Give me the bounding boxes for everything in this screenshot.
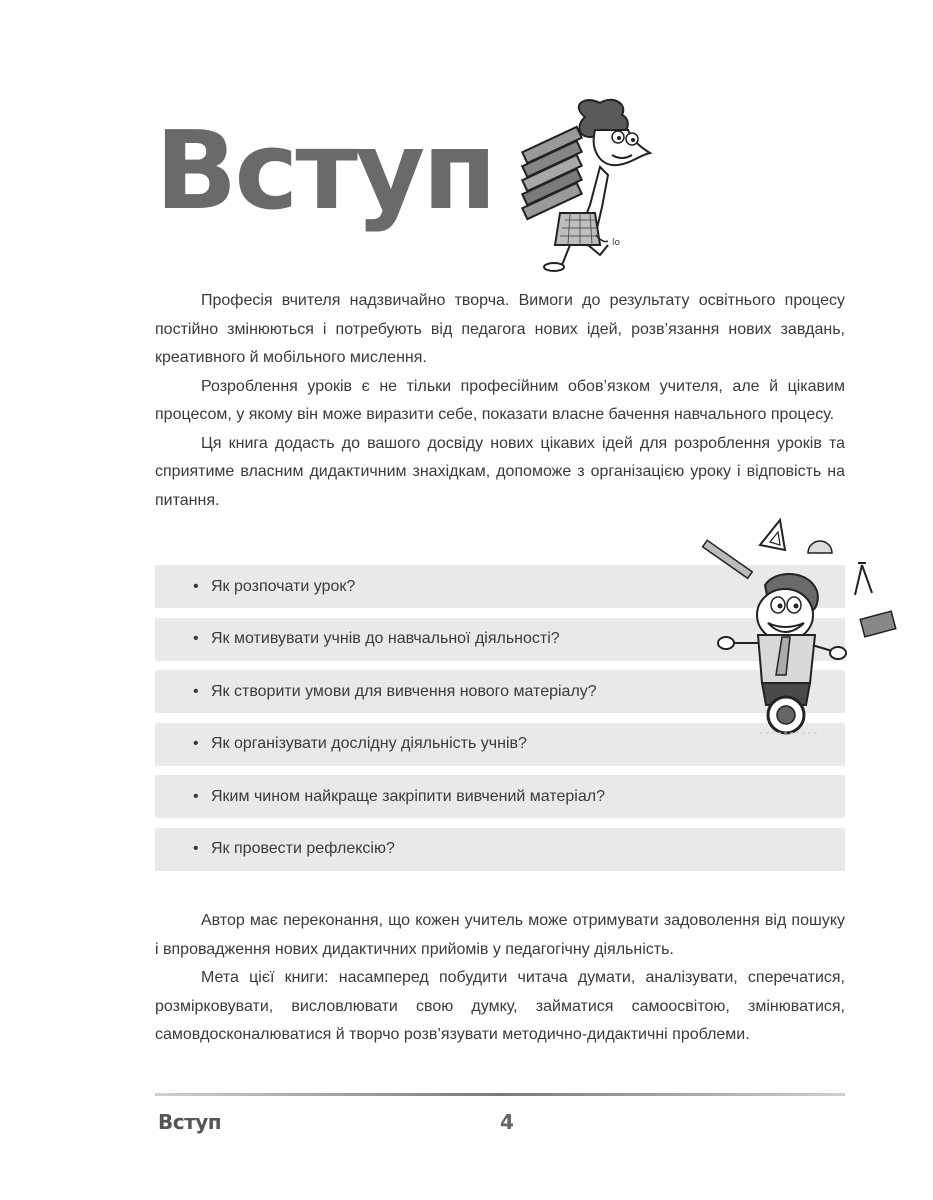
bullet-icon: •	[193, 787, 199, 805]
footer-section-title: Вступ	[158, 1110, 222, 1134]
conclusion-paragraph: Автор має переконання, що кожен учитель може отримувати задоволення від пошуку і впровадження нових дидактичних прийомів у педагогічну діяльність.	[155, 912, 845, 958]
bullet-icon: •	[193, 735, 199, 752]
page-number: 4	[500, 1110, 514, 1134]
conclusion-text	[155, 907, 845, 1050]
intro-paragraph: Ця книга додасть до вашого досвіду нових цікавих ідей для розроблення уроків та сприятиме власним дидактичним знахідкам, допоможе з організацією уроку і відповість на питання.	[155, 434, 845, 509]
intro-text	[155, 287, 845, 515]
list-item	[155, 828, 845, 871]
footer-divider	[155, 1093, 845, 1096]
question-text: Як мотивувати учнів до навчальної діяльності?	[211, 630, 560, 647]
intro-paragraph: Професія вчителя надзвичайно творча. Вимоги до результату освітнього процесу постійно змінюються і потребують від педагога нових ідей, розв’язання нових завдань, креативного й мобільного мислення.	[155, 292, 845, 366]
bullet-icon: •	[193, 840, 199, 857]
question-text: Як створити умови для вивчення нового матеріалу?	[211, 682, 597, 700]
juggling-teacher-unicycle-illustration	[690, 515, 900, 740]
bullet-icon: •	[193, 577, 199, 595]
list-item	[155, 775, 845, 818]
question-text: Як розпочати урок?	[211, 577, 356, 595]
teacher-with-books-illustration	[500, 95, 675, 275]
conclusion-paragraph: Мета цієї книги: насамперед побудити читача думати, аналізувати, сперечатися, розмірковувати, висловлювати свою думку, займатися самоосвітою, змінюватися, самовдосконалюватися й творчо розв’язувати методично-дидактичні проблеми.	[155, 969, 845, 1043]
svg-text:lo: lo	[612, 238, 621, 248]
question-text: Яким чином найкраще закріпити вивчений матеріал?	[211, 787, 605, 805]
question-text: Як провести рефлексію?	[211, 840, 395, 857]
intro-paragraph: Розроблення уроків є не тільки професійним обов’язком учителя, але й цікавим процесом, у якому він може виразити себе, показати власне бачення навчального процесу.	[155, 377, 845, 423]
bullet-icon: •	[193, 630, 199, 647]
question-text: Як організувати дослідну діяльність учнів?	[211, 735, 527, 752]
page-title: Вступ	[155, 109, 494, 234]
bullet-icon: •	[193, 682, 199, 700]
